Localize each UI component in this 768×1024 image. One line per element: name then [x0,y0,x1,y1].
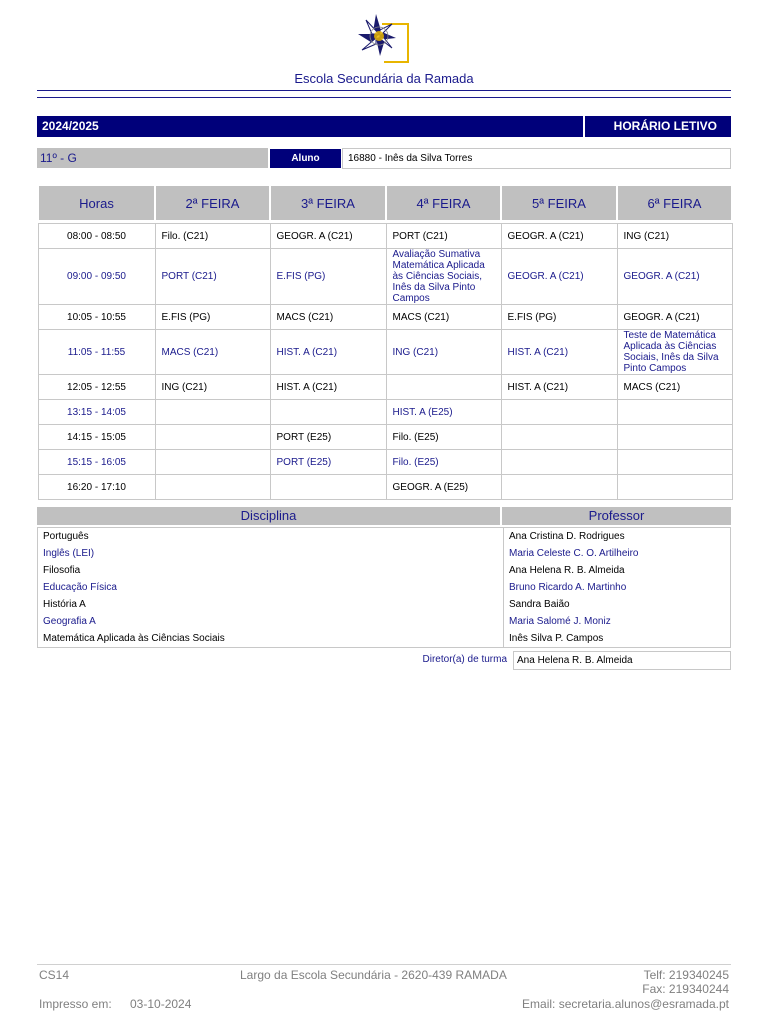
col-header: Horas [38,186,155,220]
lesson-cell [617,475,732,500]
lesson-cell [155,475,270,500]
lesson-cell: Filo. (E25) [386,425,501,450]
time-cell: 10:05 - 10:55 [38,305,155,330]
discipline-name: História A [43,599,86,610]
lesson-cell [155,450,270,475]
schedule-row [38,305,732,330]
teacher-name: Maria Celeste C. O. Artilheiro [509,548,639,559]
lesson-cell: PORT (C21) [386,224,501,249]
printed-date: 03-10-2024 [130,997,192,1011]
col-header: 6ª FEIRA [617,186,732,220]
lesson-cell: E.FIS (PG) [501,305,617,330]
col-header: 5ª FEIRA [501,186,617,220]
teacher-name: Bruno Ricardo A. Martinho [509,582,627,593]
discipline-name: Matemática Aplicada às Ciências Sociais [43,633,225,644]
lesson-cell: GEOGR. A (C21) [617,305,732,330]
lesson-cell: E.FIS (PG) [270,249,386,305]
schedule-row [38,330,732,375]
teacher-name: Ana Helena R. B. Almeida [509,565,625,576]
footer-fax: Fax: 219340244 [642,982,729,996]
lesson-cell: GEOGR. A (C21) [617,249,732,305]
title-bar [37,116,731,137]
footer-email: Email: secretaria.alunos@esramada.pt [522,997,729,1011]
lesson-cell: PORT (C21) [155,249,270,305]
lesson-cell: MACS (C21) [386,305,501,330]
teacher-name: Maria Salomé J. Moniz [509,616,611,627]
lesson-cell [501,475,617,500]
lesson-cell [270,475,386,500]
schedule-header-row [38,186,732,220]
discipline-name: Geografia A [43,616,96,627]
lesson-cell [386,375,501,400]
time-cell: 16:20 - 17:10 [38,475,155,500]
lesson-cell: MACS (C21) [617,375,732,400]
schedule-title: HORÁRIO LETIVO [585,116,731,137]
lesson-cell: ING (C21) [617,224,732,249]
teacher-name: Sandra Baião [509,599,570,610]
student-value: 16880 - Inês da Silva Torres [342,148,731,169]
school-name: Escola Secundária da Ramada [294,71,474,86]
lesson-cell [617,425,732,450]
lesson-cell: HIST. A (C21) [501,375,617,400]
lesson-cell: Filo. (C21) [155,224,270,249]
lesson-cell: PORT (E25) [270,450,386,475]
lesson-cell [617,400,732,425]
col-header: 2ª FEIRA [155,186,270,220]
school-year: 2024/2025 [37,116,583,137]
discipline-name: Inglês (LEI) [43,548,95,559]
lesson-cell: E.FIS (PG) [155,305,270,330]
schedule-row [38,400,732,425]
footer-address: Largo da Escola Secundária - 2620-439 RAMADA [240,968,507,982]
director-value: Ana Helena R. B. Almeida [513,651,731,670]
schedule-row [38,249,732,305]
footer-rule [37,964,731,965]
lesson-cell [617,450,732,475]
lesson-cell: MACS (C21) [270,305,386,330]
lesson-cell: GEOGR. A (C21) [270,224,386,249]
header-rule [37,97,731,98]
time-cell: 13:15 - 14:05 [38,400,155,425]
school-logo [352,12,412,64]
lesson-cell: GEOGR. A (C21) [501,249,617,305]
lesson-cell: HIST. A (E25) [386,400,501,425]
column-divider [503,528,504,647]
footer-code: CS14 [39,968,70,982]
student-label: Aluno [270,149,341,168]
lesson-cell [501,450,617,475]
lesson-cell: Filo. (E25) [386,450,501,475]
header-rule [37,90,731,91]
lesson-cell: HIST. A (C21) [501,330,617,375]
time-cell: 11:05 - 11:55 [38,330,155,375]
time-cell: 09:00 - 09:50 [38,249,155,305]
lesson-cell: GEOGR. A (C21) [501,224,617,249]
printed-label: Impresso em: [39,997,112,1011]
lesson-cell: GEOGR. A (E25) [386,475,501,500]
subjects-list [37,527,731,648]
schedule-row [38,425,732,450]
time-cell: 14:15 - 15:05 [38,425,155,450]
teacher-name: Inês Silva P. Campos [509,633,604,644]
lesson-cell: HIST. A (C21) [270,375,386,400]
col-header: 4ª FEIRA [386,186,501,220]
lesson-cell [501,425,617,450]
director-label: Diretor(a) de turma [422,654,507,665]
teacher-name: Ana Cristina D. Rodrigues [509,531,625,542]
time-cell: 15:15 - 16:05 [38,450,155,475]
discipline-header: Disciplina [37,507,500,525]
col-header: 3ª FEIRA [270,186,386,220]
lesson-cell: ING (C21) [155,375,270,400]
schedule-row [38,450,732,475]
lesson-cell: Avaliação Sumativa Matemática Aplicada às Ciências Sociais, Inês da Silva Pinto Campos [386,249,501,305]
schedule-row [38,224,732,249]
lesson-cell: PORT (E25) [270,425,386,450]
lesson-cell [501,400,617,425]
schedule-row [38,475,732,500]
discipline-name: Educação Física [43,582,117,593]
teacher-header: Professor [502,507,731,525]
time-cell: 08:00 - 08:50 [38,224,155,249]
lesson-cell [155,400,270,425]
footer-phone: Telf: 219340245 [643,968,729,982]
lesson-cell: ING (C21) [386,330,501,375]
discipline-name: Filosofia [43,565,81,576]
schedule-row [38,375,732,400]
lesson-cell: Teste de Matemática Aplicada às Ciências Sociais, Inês da Silva Pinto Campos [617,330,732,375]
time-cell: 12:05 - 12:55 [38,375,155,400]
schedule-table [37,186,733,500]
class-name: 11º - G [37,148,268,168]
lesson-cell [270,400,386,425]
discipline-name: Português [43,531,89,542]
lesson-cell: MACS (C21) [155,330,270,375]
lesson-cell [155,425,270,450]
lesson-cell: HIST. A (C21) [270,330,386,375]
